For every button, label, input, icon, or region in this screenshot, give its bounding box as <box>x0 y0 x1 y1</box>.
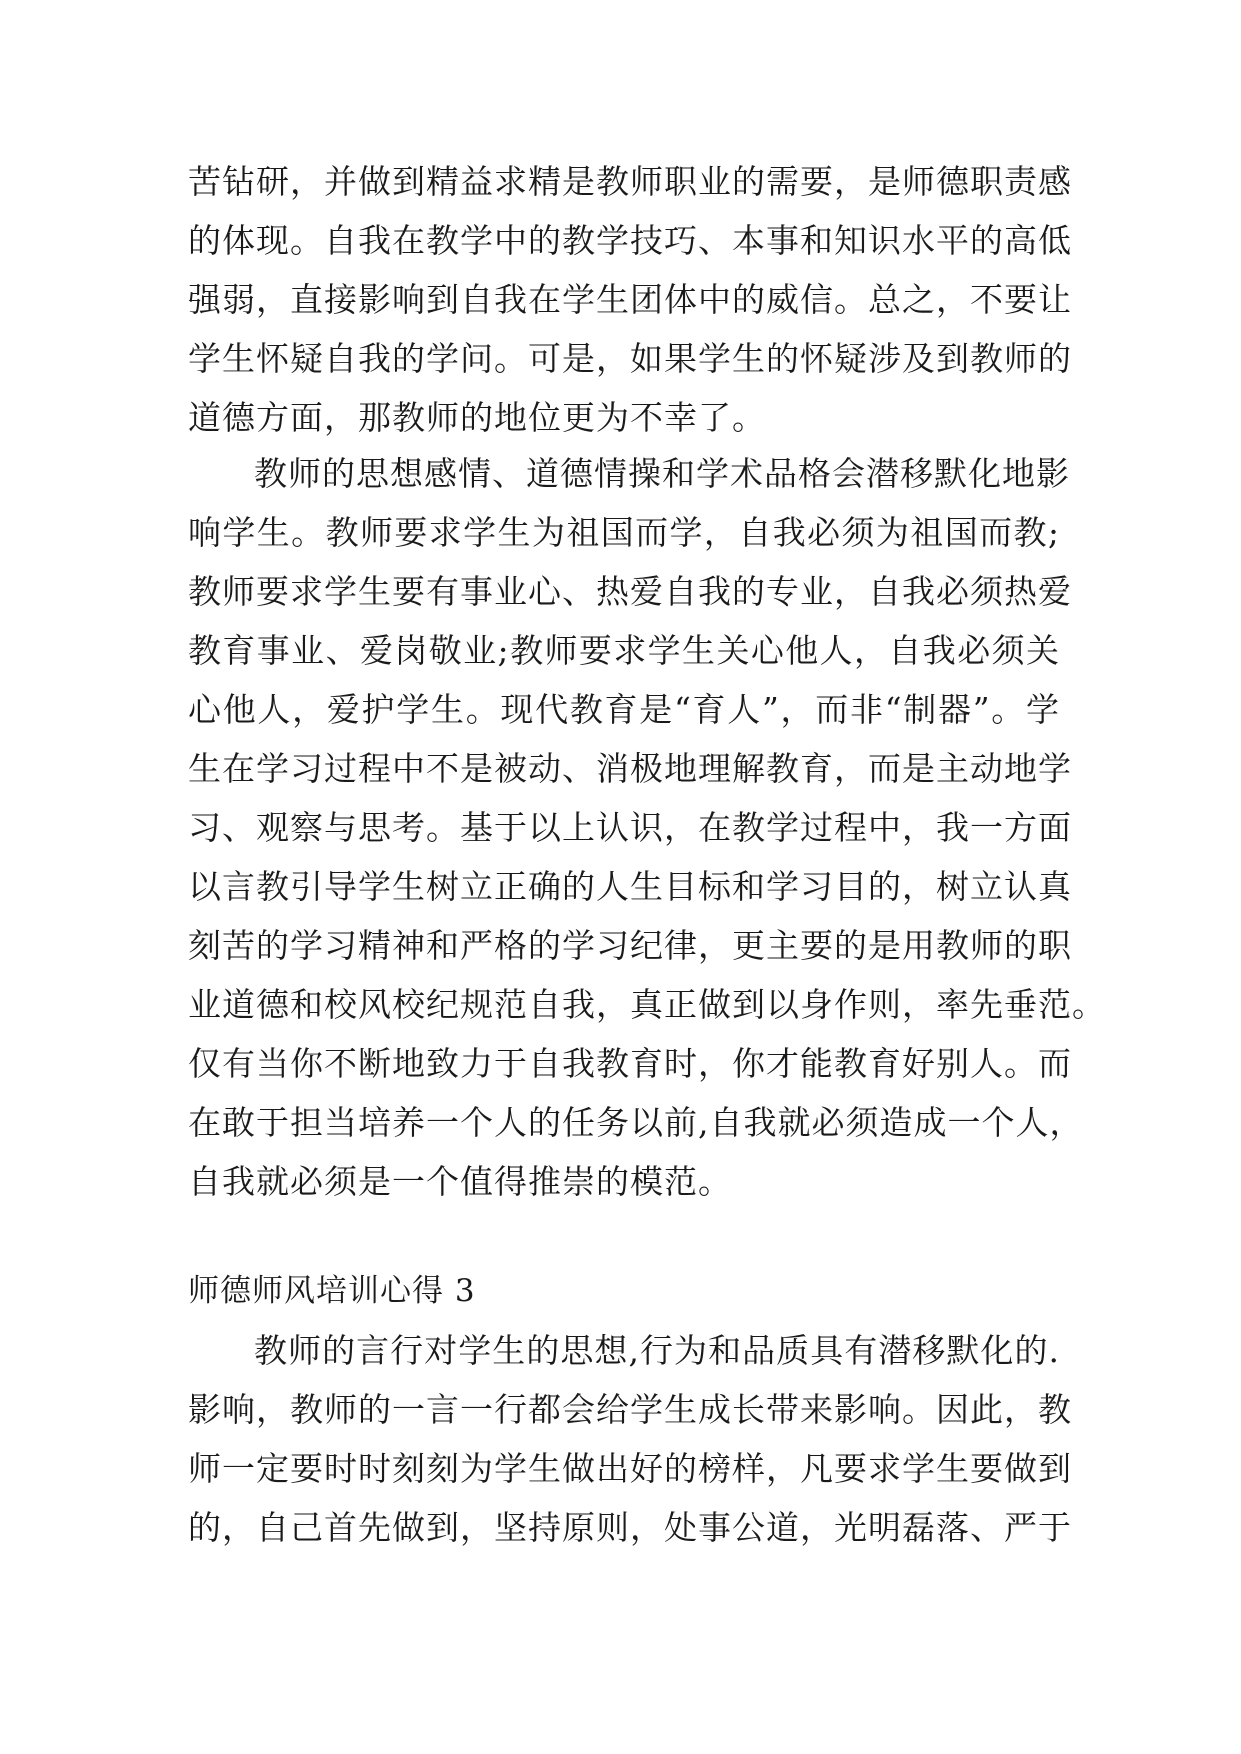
paragraph-line: 业道德和校风校纪规范自我，真正做到以身作则，率先垂范。 <box>188 985 1106 1024</box>
paragraph-line: 苦钻研，并做到精益求精是教师职业的需要，是师德职责感 <box>188 162 1072 201</box>
paragraph-line: 强弱，直接影响到自我在学生团体中的威信。总之，不要让 <box>188 280 1072 319</box>
paragraph-line: 以言教引导学生树立正确的人生目标和学习目的，树立认真 <box>188 867 1072 906</box>
paragraph-line: 刻苦的学习精神和严格的学习纪律，更主要的是用教师的职 <box>188 926 1072 965</box>
paragraph-1 <box>188 152 1072 447</box>
paragraph-2 <box>188 444 1106 1211</box>
section-heading: 师德师风培训心得 3 <box>188 1273 476 1309</box>
paragraph-line: 在敢于担当培养一个人的任务以前,自我就必须造成一个人， <box>188 1103 1084 1142</box>
paragraph-line: 师一定要时时刻刻为学生做出好的榜样，凡要求学生要做到 <box>188 1449 1072 1488</box>
paragraph-3 <box>188 1321 1072 1557</box>
paragraph-line: 仅有当你不断地致力于自我教育时，你才能教育好别人。而 <box>188 1044 1072 1083</box>
paragraph-line: 教育事业、爱岗敬业;教师要求学生关心他人，自我必须关 <box>188 631 1060 670</box>
paragraph-line: 自我就必须是一个值得推崇的模范。 <box>188 1162 732 1201</box>
paragraph-line: 道德方面，那教师的地位更为不幸了。 <box>188 398 766 437</box>
paragraph-line: 教师要求学生要有事业心、热爱自我的专业，自我必须热爱 <box>188 572 1072 611</box>
paragraph-line: 学生怀疑自我的学问。可是，如果学生的怀疑涉及到教师的 <box>188 339 1072 378</box>
paragraph-line: 的，自己首先做到，坚持原则，处事公道，光明磊落、严于 <box>188 1508 1072 1547</box>
paragraph-line: 的体现。自我在教学中的教学技巧、本事和知识水平的高低 <box>188 221 1072 260</box>
paragraph-line: 习、观察与思考。基于以上认识，在教学过程中，我一方面 <box>188 808 1072 847</box>
paragraph-line: 教师的思想感情、道德情操和学术品格会潜移默化地影 <box>254 454 1070 493</box>
paragraph-line: 影响，教师的一言一行都会给学生成长带来影响。因此，教 <box>188 1390 1072 1429</box>
paragraph-line: 心他人，爱护学生。现代教育是“育人”，而非“制器”。学 <box>188 690 1060 729</box>
paragraph-line: 生在学习过程中不是被动、消极地理解教育，而是主动地学 <box>188 749 1072 788</box>
paragraph-line: 响学生。教师要求学生为祖国而学，自我必须为祖国而教; <box>188 513 1060 552</box>
paragraph-line: 教师的言行对学生的思想,行为和品质具有潜移默化的. <box>254 1331 1060 1370</box>
